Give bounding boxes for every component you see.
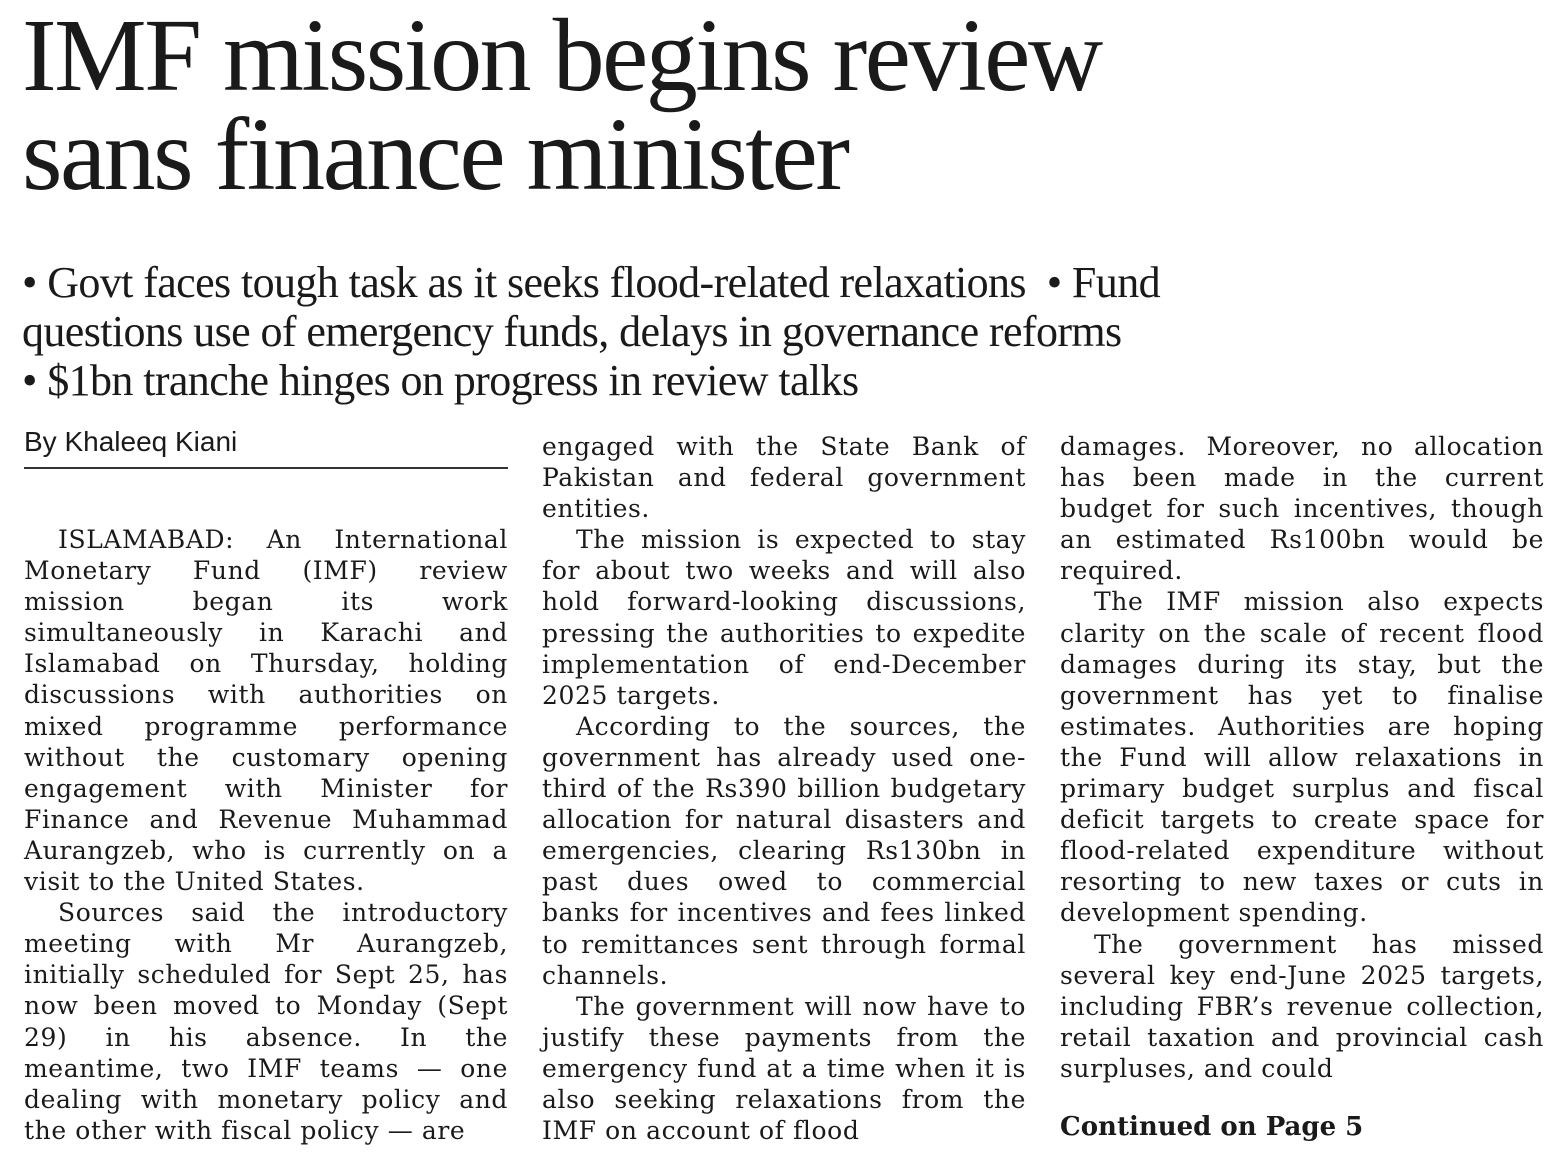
body-paragraph: The IMF mission also expects clarity on the scale of recent flood damages during its stay, but the government has yet to finalise estimates. Authorities are hoping the Fund will allow relaxations in primary budget surplus and fiscal deficit targets to create space for flood-related expenditure without resorting to new taxes or cuts in development spending. [1060,587,1544,928]
body-column-1 [24,524,508,1146]
body-paragraph: According to the sources, the government has already used one-third of the Rs390 billion budgetary allocation for natural disasters and emergencies, clearing Rs130bn in past dues owed to commercial banks for incentives and fees linked to remittances sent through formal channels. [542,711,1026,990]
body-paragraph: The government has missed several key end-June 2025 targets, including FBR’s revenue collection, retail taxation and provincial cash surpluses, and could [1060,929,1544,1083]
body-paragraph-continued: engaged with the State Bank of Pakistan and federal government entities. [542,432,1026,524]
body-paragraph-continued: damages. Moreover, no allocation has been made in the current budget for such incentives, though an estimated Rs100bn would be required. [1060,432,1544,586]
headline-line-2: sans finance minister [22,97,848,212]
deck-line-3: • $1bn tranche hinges on progress in review talks [22,356,859,405]
headline-line-1: IMF mission begins review [22,0,1101,113]
body-paragraph: The mission is expected to stay for about two weeks and will also hold forward-looking discussions, pressing the authorities to expedite implementation of end-December 2025 targets. [542,525,1026,710]
body-paragraph: ISLAMABAD: An International Monetary Fund (IMF) review mission began its work simultaneously in Karachi and Islamabad on Thursday, holding discussions with authorities on mixed programme performance without the customary opening engagement with Minister for Finance and Revenue Muhammad Aurangzeb, who is currently on a visit to the United States. [24,525,508,897]
headline [22,0,1552,212]
continued-on-page-link[interactable]: Continued on Page 5 [1060,1112,1364,1142]
body-paragraph: Sources said the introductory meeting with Mr Aurangzeb, initially scheduled for Sept 25, has now been moved to Monday (Sept 29) in his absence. In the meantime, two IMF teams — one dealing with monetary policy and the other with fiscal policy — are [24,898,508,1145]
body-column-2 [542,431,1026,1146]
deck-line-2: questions use of emergency funds, delays in governance reforms [22,307,1122,356]
body-column-3 [1060,431,1544,1084]
byline: By Khaleeq Kiani [24,425,508,469]
body-paragraph: The government will now have to justify these payments from the emergency fund at a time when it is also seeking relaxations from the IMF on account of flood [542,991,1026,1146]
subheadline-decks [22,258,1552,405]
deck-line-1: • Govt faces tough task as it seeks flood-related relaxations • Fund [22,258,1161,307]
